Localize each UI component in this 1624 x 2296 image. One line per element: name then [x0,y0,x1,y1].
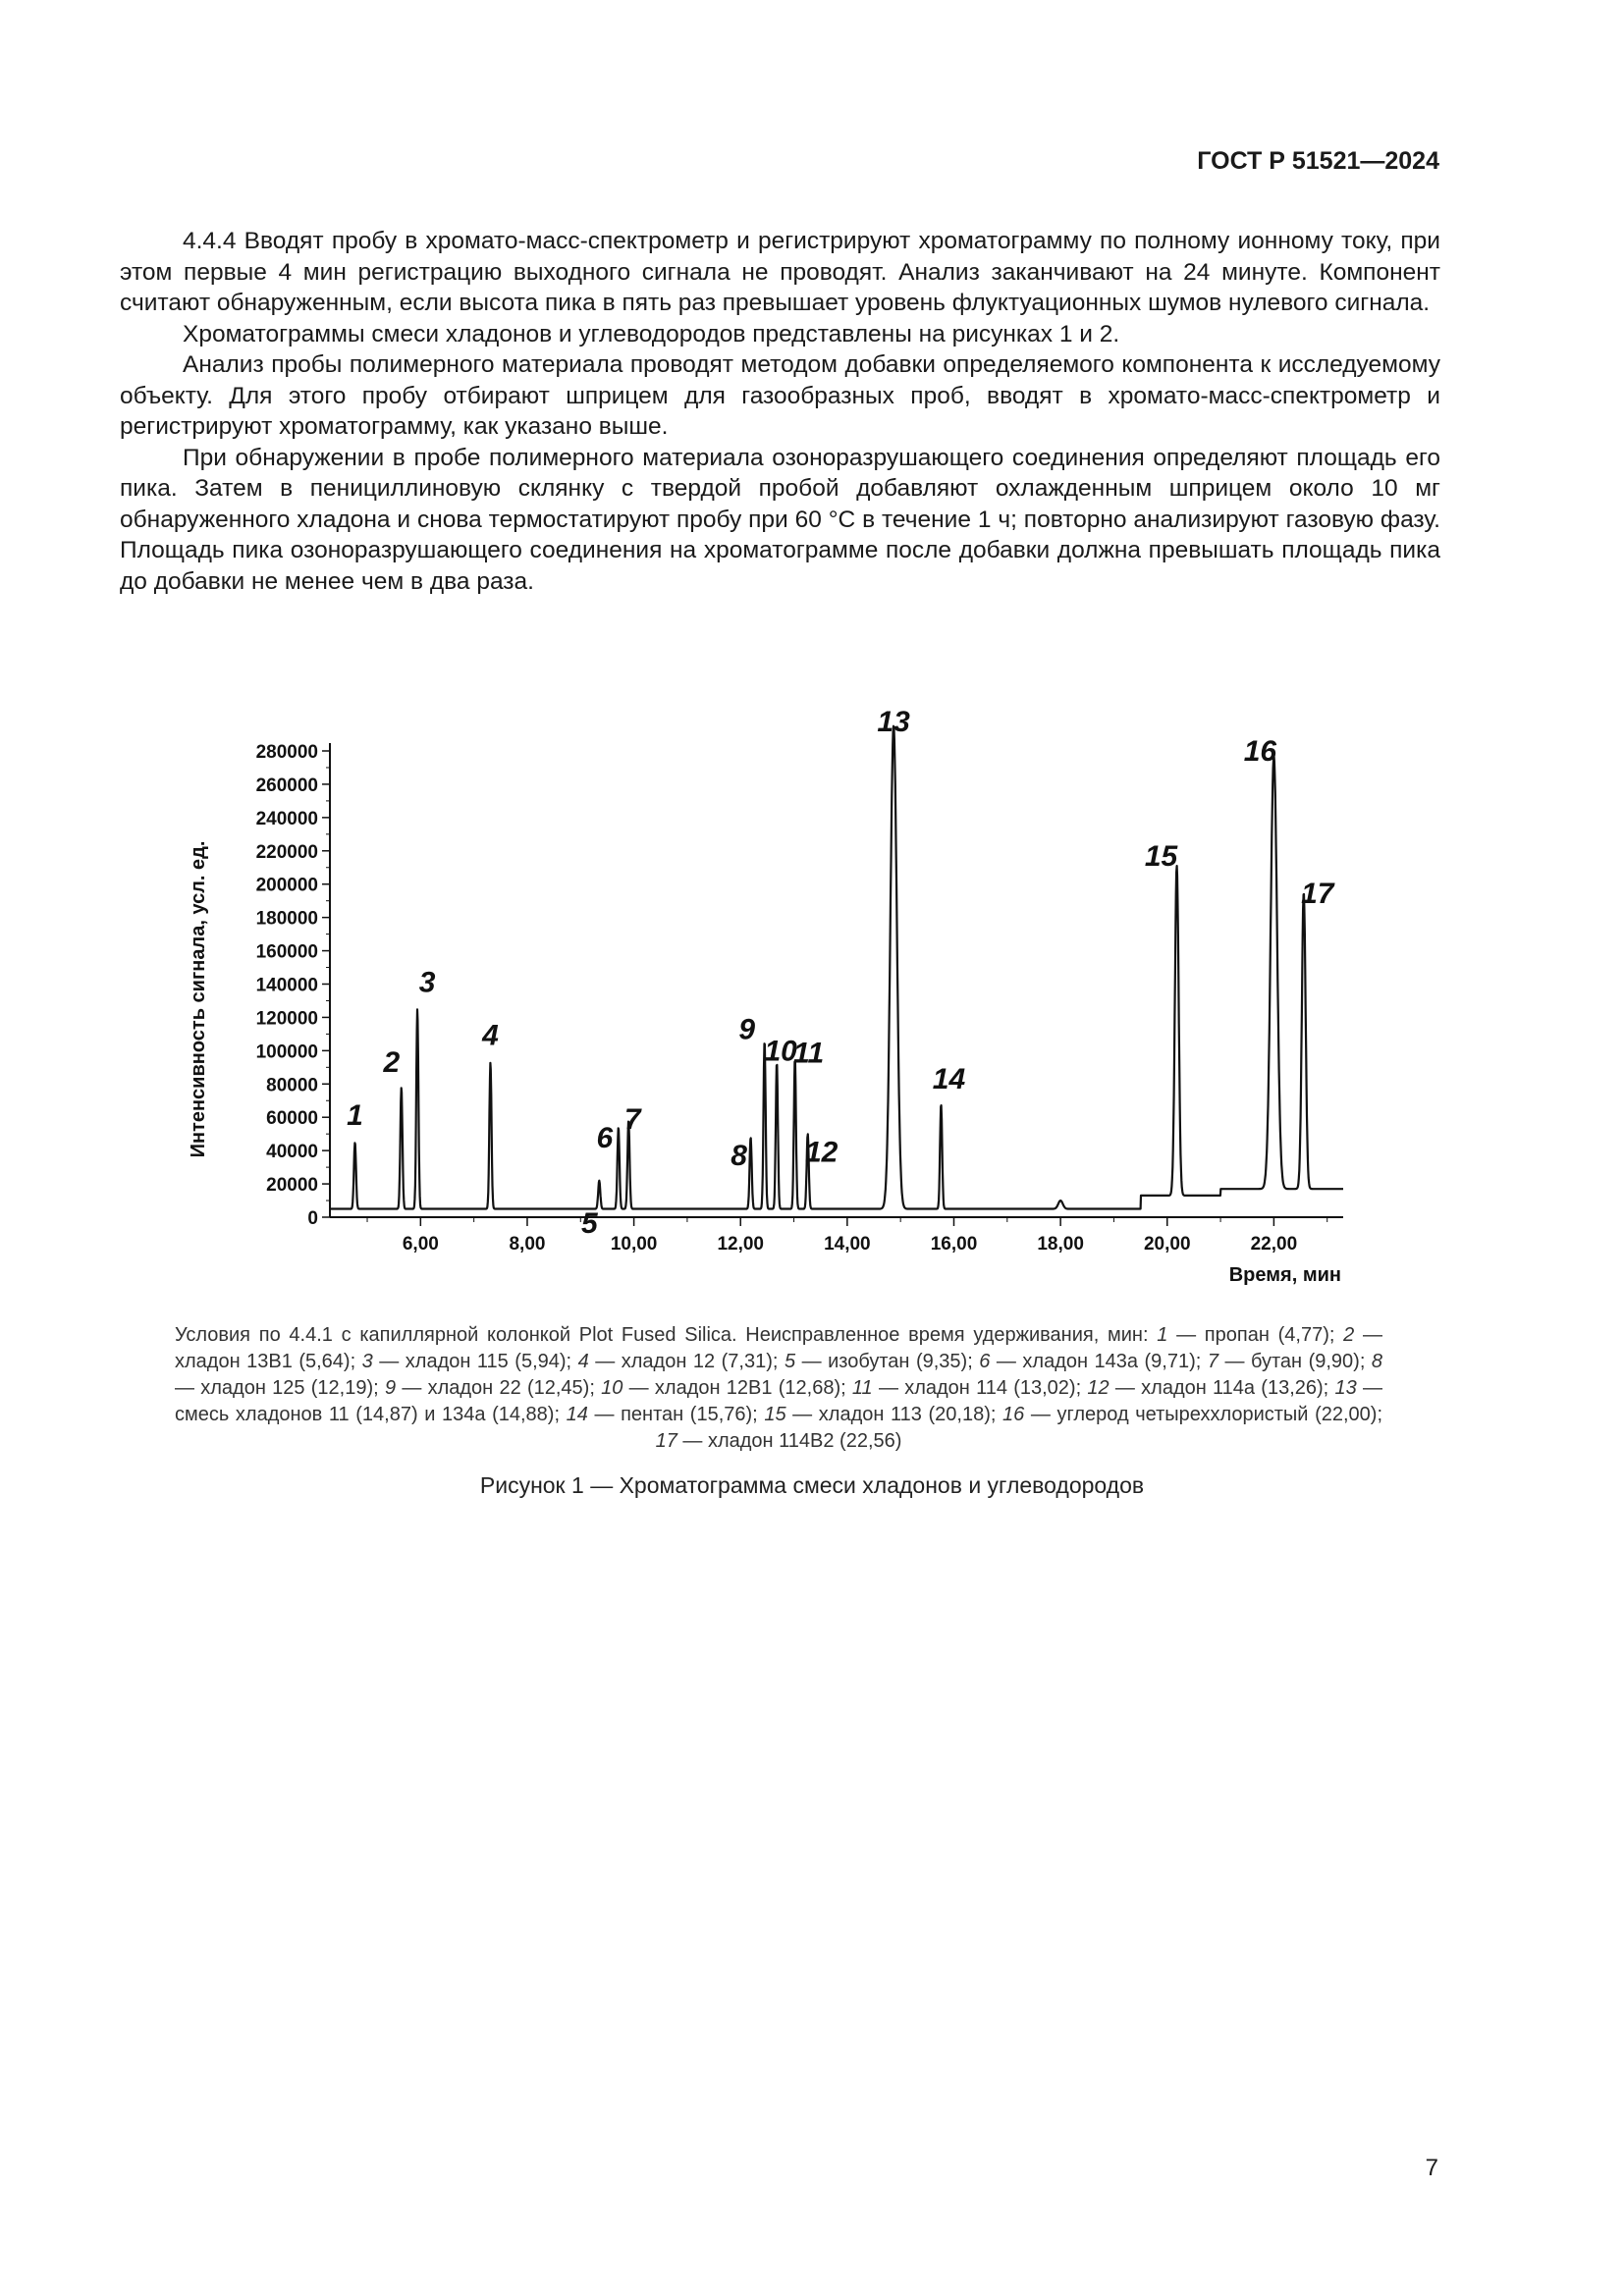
x-tick-label: 22,00 [1250,1234,1298,1255]
peak-label: 7 [623,1103,641,1137]
note-text: — изобутан (9,35); [795,1351,980,1372]
note-text: — хладон 114 (13,02); [872,1377,1088,1399]
peak-number-ref: 11 [851,1377,873,1399]
x-tick-label: 6,00 [402,1234,439,1255]
peak-label: 5 [580,1207,598,1241]
paragraph: При обнаружении в пробе полимерного материала озоноразрушающего соединения определяют площадь его пика. Затем в пенициллиновую склянку с твердой пробой добавляют охлажденным шприцем около 10 мг обнаруженного хладона и снова термостатируют пробу при 60 °С в течение 1 ч; повторно анализируют газовую фазу. Площадь пика озоноразрушающего соединения на хроматограмме после добавки должна превышать площадь пика до добавки не менее чем в два раза. [120,444,1440,595]
peak-number-ref: 2 [1343,1324,1355,1346]
note-text: — хладон 114а (13,26); [1109,1377,1335,1399]
body-text [120,226,1440,597]
peak-number-ref: 12 [1087,1377,1110,1399]
peak-label: 8 [731,1140,747,1173]
y-tick-label: 280000 [255,742,318,763]
peak-label: 6 [596,1121,614,1154]
note-text: — пентан (15,76); [587,1404,765,1425]
peak-label: 16 [1243,734,1277,768]
y-tick-label: 260000 [255,774,318,796]
y-tick-label: 40000 [266,1142,318,1163]
y-tick-label: 120000 [255,1008,318,1030]
peak-number-ref: 3 [361,1351,373,1372]
note-text: Условия по 4.4.1 с капиллярной колонкой Plot Fused Silica. Неисправленное время удерживания, мин: [175,1324,1158,1346]
note-text: — хладон 114В2 (22,56) [677,1430,902,1452]
peak-number-ref: 1 [1157,1324,1168,1346]
chromatogram-chart [0,677,1624,1306]
peak-number-ref: 14 [566,1404,588,1425]
note-text: — хладон 125 (12,19); [175,1377,385,1399]
standard-id: ГОСТ Р 51521—2024 [1197,147,1439,175]
peak-label: 9 [738,1013,756,1046]
y-tick-label: 240000 [255,808,318,829]
peak-label: 3 [418,966,436,999]
note-text: — хладон 143а (9,71); [990,1351,1208,1372]
peak-label: 4 [482,1019,499,1052]
x-tick-label: 18,00 [1037,1234,1084,1255]
y-tick-label: 100000 [255,1041,318,1063]
peak-label: 11 [793,1037,825,1070]
peak-number-ref: 6 [979,1351,991,1372]
peak-number-ref: 4 [577,1351,589,1372]
note-text: — хладон 22 (12,45); [396,1377,602,1399]
y-tick-label: 200000 [255,875,318,896]
y-tick-label: 140000 [255,975,318,996]
note-text: — углерод четыреххлористый (22,00); [1024,1404,1382,1425]
x-tick-label: 8,00 [509,1234,546,1255]
paragraph: Анализ пробы полимерного материала проводят методом добавки определяемого компонента к исследуемому объекту. Для этого пробу отбирают шприцем для газообразных проб, вводят в хромато-масс-спектрометр и регистрируют хроматограмму, как указано выше. [120,351,1440,440]
note-text: — хладон 113 (20,18); [785,1404,1003,1425]
peak-number-ref: 17 [655,1430,677,1452]
peak-number-ref: 5 [784,1351,796,1372]
y-tick-label: 0 [307,1208,318,1229]
y-tick-label: 180000 [255,908,318,930]
x-tick-label: 20,00 [1143,1234,1191,1255]
note-text: — хладон 13В1 (5,64); [175,1324,1382,1372]
note-text: — хладон 12 (7,31); [588,1351,785,1372]
page-number: 7 [1425,2155,1438,2181]
peak-number-ref: 7 [1207,1351,1218,1372]
peak-label: 14 [932,1063,966,1096]
peak-label: 15 [1144,840,1178,874]
peak-number-ref: 8 [1371,1351,1383,1372]
note-text: — пропан (4,77); [1167,1324,1344,1346]
peak-label: 13 [877,706,910,738]
peak-label: 1 [347,1099,363,1133]
figure-note [175,1322,1382,1455]
peak-number-ref: 10 [601,1377,623,1399]
y-axis-label: Интенсивность сигнала, усл. ед. [188,840,209,1158]
paragraph: Хроматограммы смеси хладонов и углеводородов представлены на рисунках 1 и 2. [183,320,1120,347]
paragraph: 4.4.4 Вводят пробу в хромато-масс-спектрометр и регистрируют хроматограмму по полному ионному току, при этом первые 4 мин регистрацию выходного сигнала не проводят. Анализ заканчивают на 24 минуте. Компонент считают обнаруженным, если высота пика в пять раз превышает уровень флуктуационных шумов нулевого сигнала. [120,228,1440,316]
peak-number-ref: 15 [764,1404,786,1425]
y-tick-label: 60000 [266,1108,318,1130]
note-text: — хладон 115 (5,94); [372,1351,578,1372]
y-tick-label: 160000 [255,941,318,963]
peak-label: 17 [1301,878,1334,911]
peak-label: 2 [383,1046,401,1080]
y-tick-label: 220000 [255,841,318,863]
x-tick-label: 16,00 [930,1234,978,1255]
peak-label: 10 [764,1035,797,1068]
note-text: — смесь хладонов 11 (14,87) и 134а (14,88); [175,1377,1382,1425]
x-tick-label: 14,00 [824,1234,871,1255]
peak-number-ref: 13 [1334,1377,1357,1399]
note-text: — хладон 12В1 (12,68); [623,1377,852,1399]
peak-label: 12 [804,1136,839,1169]
x-tick-label: 12,00 [717,1234,765,1255]
y-tick-label: 20000 [266,1175,318,1197]
note-text: — бутан (9,90); [1218,1351,1372,1372]
figure-title: Рисунок 1 — Хроматограмма смеси хладонов и углеводородов [479,1472,1145,1498]
x-tick-label: 10,00 [610,1234,658,1255]
x-axis-label: Время, мин [1228,1264,1341,1286]
peak-number-ref: 16 [1002,1404,1025,1425]
y-tick-label: 80000 [266,1075,318,1096]
peak-number-ref: 9 [384,1377,397,1399]
